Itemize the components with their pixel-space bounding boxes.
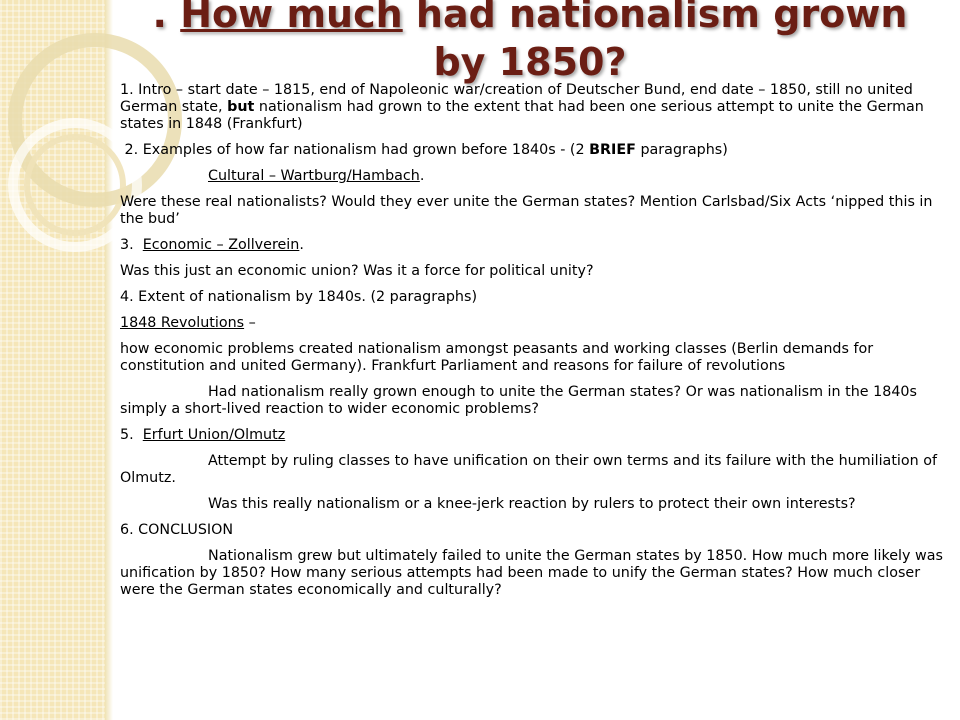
paragraph-economic (120, 237, 950, 254)
paragraph-erfurt (120, 427, 950, 444)
intro-bold: but (227, 99, 255, 115)
conclusion-text: Nationalism grew but ultimately failed to unite the German states by 1850. How much more likely was unification by 1850? How many serious attempts had been made to unify the German states? How much closer were the German states economically and culturally? (120, 548, 943, 598)
paragraph-1848 (120, 315, 950, 332)
erfurt-heading: Erfurt Union/Olmutz (142, 427, 286, 443)
paragraph-intro (120, 82, 950, 133)
economic-number: 3. (120, 237, 134, 253)
erfurt-number: 5. (120, 427, 134, 443)
paragraph-examples (120, 142, 950, 159)
title-rest: had nationalism grown by 1850? (402, 0, 908, 84)
slide-body (120, 82, 950, 608)
paragraph-economic-problems: how economic problems created nationalism amongst peasants and working classes (Berlin demands for constitution and united Germany). Frankfurt Parliament and reasons for failure of revolutions (120, 341, 874, 374)
intro-text-end: nationalism had grown to the extent that had been one serious attempt to unite the German states in 1848 (Frankfurt) (120, 99, 924, 132)
paragraph-economic-union: Was this just an economic union? Was it a force for political unity? (120, 263, 594, 279)
revolutions-dash: – (244, 315, 256, 331)
paragraph-conclusion-heading: 6. CONCLUSION (120, 522, 234, 538)
knee-jerk-text: Was this really nationalism or a knee-jerk reaction by rulers to protect their own interests? (208, 496, 856, 512)
paragraph-extent: 4. Extent of nationalism by 1840s. (2 paragraphs) (120, 289, 478, 305)
attempt-text: Attempt by ruling classes to have unification on their own terms and its failure with the humiliation of Olmutz. (120, 453, 938, 486)
had-nationalism-text: Had nationalism really grown enough to unite the German states? Or was nationalism in the 1840s simply a short-lived reaction to wider economic problems? (120, 384, 917, 417)
title-underlined: How much (180, 0, 403, 36)
paragraph-attempt (120, 453, 950, 487)
examples-text-end: paragraphs) (640, 142, 728, 158)
slide-title (130, 0, 930, 86)
sidebar-edge (105, 0, 113, 720)
examples-bold: BRIEF (589, 142, 636, 158)
title-prefix: . (152, 0, 181, 36)
cultural-period: . (419, 168, 425, 184)
paragraph-had-nationalism (120, 384, 950, 418)
economic-period: . (299, 237, 304, 253)
paragraph-conclusion (120, 548, 950, 599)
examples-text: 2. Examples of how far nationalism had grown before 1840s - (2 (124, 142, 585, 158)
paragraph-cultural (120, 168, 950, 185)
intro-text: 1. Intro – start date – 1815, end of Napoleonic war/creation of Deutscher Bund, end date – 1850, still no united German state, (120, 82, 913, 115)
cultural-heading: Cultural – Wartburg/Hambach (208, 168, 420, 184)
paragraph-real-nationalists: Were these real nationalists? Would they ever unite the German states? Mention Carlsbad/Six Acts ‘nipped this in the bud’ (120, 194, 933, 227)
revolutions-heading: 1848 Revolutions (120, 315, 245, 331)
paragraph-knee-jerk (120, 496, 950, 513)
decorative-sidebar (0, 0, 106, 720)
economic-heading: Economic – Zollverein (142, 237, 300, 253)
